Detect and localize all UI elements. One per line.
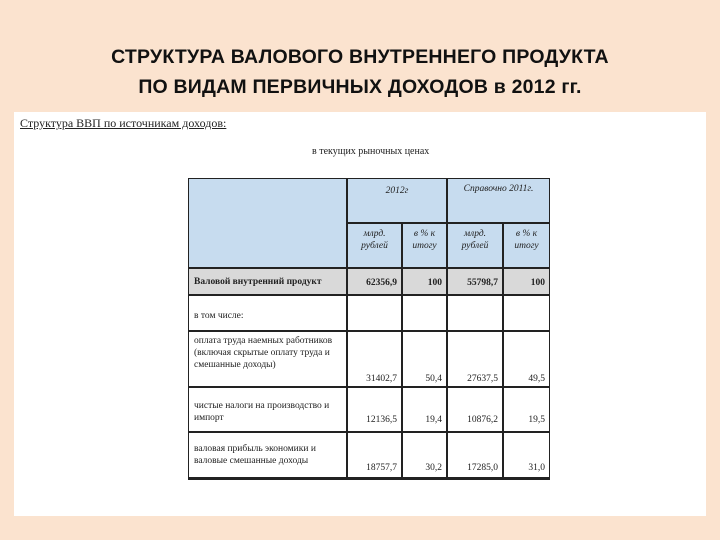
including-label-text: в том числе: bbox=[194, 311, 244, 321]
col-unit-4-label: в % к итогу bbox=[514, 229, 539, 251]
table-row-wages-label: оплата труда наемных работников (включая скрытые оплату труда и смешанные доходы) bbox=[189, 332, 346, 386]
col-unit-2 bbox=[403, 224, 446, 267]
table-row-taxes-value-3: 10876,2 bbox=[448, 388, 502, 431]
table-row-gdp-label: Валовой внутренний продукт bbox=[189, 269, 346, 294]
table-corner-cell bbox=[189, 179, 346, 267]
table-row-profit-label: валовая прибыль экономики и валовые смешанные доходы bbox=[189, 433, 346, 477]
table-row-profit-value-3: 17285,0 bbox=[448, 433, 502, 477]
table-row-wages-value-4: 49,5 bbox=[504, 332, 549, 386]
table-row-gdp-value-3: 55798,7 bbox=[448, 269, 502, 294]
table-row-including-value-4 bbox=[504, 296, 549, 330]
col-unit-4 bbox=[504, 224, 549, 267]
col-group-2012-label: 2012г bbox=[385, 186, 409, 196]
table-row-including-value-2 bbox=[403, 296, 446, 330]
table-row-gdp-value-2: 100 bbox=[403, 269, 446, 294]
slide-title-line-1: СТРУКТУРА ВАЛОВОГО ВНУТРЕННЕГО ПРОДУКТА bbox=[111, 46, 609, 68]
col-group-2012 bbox=[348, 179, 446, 222]
gdp-structure-table bbox=[188, 178, 550, 480]
col-unit-2-label: в % к итогу bbox=[412, 229, 437, 251]
document-subheading: в текущих рыночных ценах bbox=[312, 146, 430, 157]
table-row-wages-value-3: 27637,5 bbox=[448, 332, 502, 386]
col-unit-3-label: млрд. рублей bbox=[461, 229, 489, 251]
table-row-including-value-1 bbox=[348, 296, 401, 330]
table-row-profit-value-1: 18757,7 bbox=[348, 433, 401, 477]
col-unit-1-label: млрд. рублей bbox=[361, 229, 388, 251]
table-row-gdp-value-1: 62356,9 bbox=[348, 269, 401, 294]
table-row-profit-value-2: 30,2 bbox=[403, 433, 446, 477]
table-row-taxes-value-2: 19,4 bbox=[403, 388, 446, 431]
slide-title bbox=[0, 42, 720, 102]
document-heading: Структура ВВП по источникам доходов: bbox=[20, 116, 227, 130]
col-group-2011 bbox=[448, 179, 549, 222]
table-row-taxes-value-1: 12136,5 bbox=[348, 388, 401, 431]
table-row-including-label bbox=[189, 296, 346, 330]
table-row-gdp-value-4: 100 bbox=[504, 269, 549, 294]
table-row-wages-value-2: 50,4 bbox=[403, 332, 446, 386]
table-row-taxes-value-4: 19,5 bbox=[504, 388, 549, 431]
table-row-including-value-3 bbox=[448, 296, 502, 330]
table-row-profit-value-4: 31,0 bbox=[504, 433, 549, 477]
document-image bbox=[14, 112, 706, 516]
slide-title-line-2: ПО ВИДАМ ПЕРВИЧНЫХ ДОХОДОВ в 2012 гг. bbox=[138, 76, 582, 98]
col-unit-3 bbox=[448, 224, 502, 267]
col-group-2011-label: Справочно 2011г. bbox=[463, 184, 534, 194]
col-unit-1 bbox=[348, 224, 401, 267]
table-row-wages-value-1: 31402,7 bbox=[348, 332, 401, 386]
table-row-taxes-label: чистые налоги на производство и импорт bbox=[189, 388, 346, 431]
